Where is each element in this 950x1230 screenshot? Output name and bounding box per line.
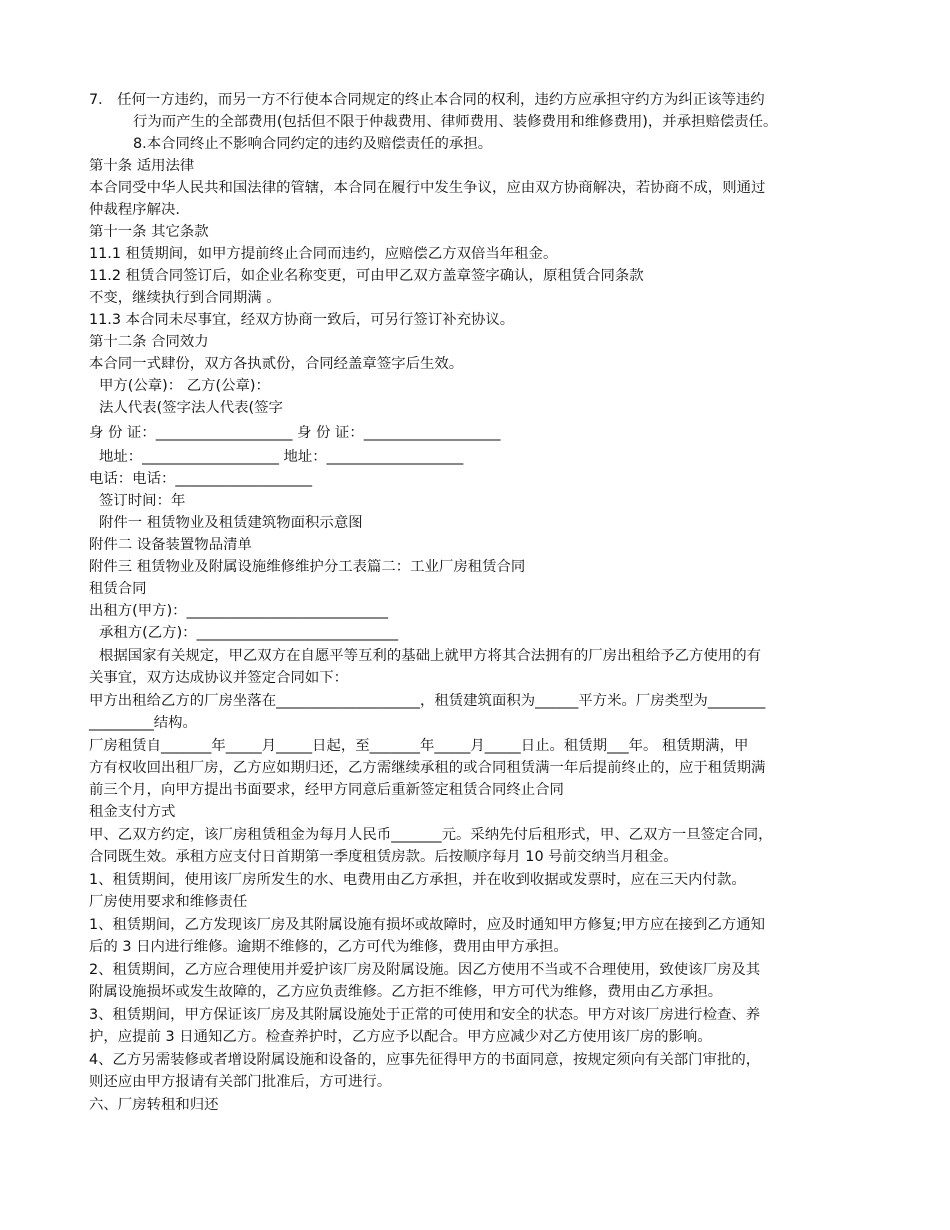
signing-date-line: 签订时间：年 — [99, 493, 186, 509]
lessor-line: 出租方(甲方)：____________________________ — [89, 603, 389, 619]
clause-11-1: 11.1 租赁期间，如甲方提前终止合同而违约，应赔偿乙方双倍当年租金。 — [89, 246, 558, 262]
utilities-line: 1、租赁期间，使用该厂房所发生的水、电费用由乙方承担，并在收到收据或发票时，应在三天内付款。 — [89, 872, 746, 888]
rent-payment-heading: 租金支付方式 — [89, 804, 176, 820]
attachment-3: 附件三 租赁物业及附属设施维修维护分工表篇二：工业厂房租赁合同 — [89, 559, 526, 575]
address-line: 地址：___________________ 地址：___________________ — [99, 449, 464, 465]
clause-7-line-2: 行为而产生的全部费用(包括但不限于仲裁费用、律师费用、装修费用和维修费用)，并承担赔偿责任。 — [133, 114, 778, 130]
lease-term-line-2: 方有权收回出租厂房，乙方应如期归还，乙方需继续承租的或合同租赁满一年后提前终止的，应于租赁期满 — [89, 760, 766, 776]
clause-11-2-line-2: 不变，继续执行到合同期满 。 — [89, 290, 281, 306]
rent-line-1: 甲、乙双方约定，该厂房租赁租金为每月人民币_______元。采纳先付后租形式，甲、乙双方一旦签定合同， — [89, 827, 773, 843]
clause-8-line: 8.本合同终止不影响合同约定的违约及赔偿责任的承担。 — [133, 136, 493, 152]
section-10-heading: 第十条 适用法律 — [89, 158, 195, 174]
maintenance-heading: 厂房使用要求和维修责任 — [89, 894, 248, 910]
attachment-2: 附件二 设备装置物品清单 — [89, 537, 252, 553]
premises-line-1: 甲方出租给乙方的厂房坐落在____________________，租赁建筑面积为______平方米。厂房类型为________ — [89, 693, 766, 709]
clause-7-line-1: 7． 任何一方违约，而另一方不行使本合同规定的终止本合同的权利，违约方应承担守约方为纠正该等违约 — [89, 92, 765, 108]
clause-11-3: 11.3 本合同未尽事宜，经双方协商一致后，可另行签订补充协议。 — [89, 312, 515, 328]
section-12-heading: 第十二条 合同效力 — [89, 334, 209, 350]
maintenance-1-line-1: 1、租赁期间，乙方发现该厂房及其附属设施有损坏或故障时，应及时通知甲方修复;甲方应在接到乙方通知 — [89, 917, 765, 933]
maintenance-2-line-1: 2、租赁期间，乙方应合理使用并爱护该厂房及附属设施。因乙方使用不当或不合理使用，致使该厂房及其 — [89, 962, 761, 978]
legal-rep-line: 法人代表(签字法人代表(签字 — [99, 400, 283, 416]
governing-law-line-1: 本合同受中华人民共和国法律的管辖，本合同在履行中发生争议，应由双方协商解决，若协商不成，则通过 — [89, 180, 766, 196]
lease-term-line-3: 前三个月，向甲方提出书面要求，经甲方同意后重新签定租赁合同终止合同 — [89, 782, 564, 798]
clause-11-2-line-1: 11.2 租赁合同签订后，如企业名称变更，可由甲乙双方盖章签字确认，原租赁合同条款 — [89, 268, 644, 284]
section-11-heading: 第十一条 其它条款 — [89, 224, 209, 240]
maintenance-1-line-2: 后的 3 日内进行维修。逾期不维修的，乙方可代为维修，费用由甲方承担。 — [89, 939, 568, 955]
maintenance-3-line-2: 护，应提前 3 日通知乙方。检查养护时，乙方应予以配合。甲方应减少对乙方使用该厂房的影响。 — [89, 1029, 712, 1045]
party-seal-line: 甲方(公章)： 乙方(公章)： — [99, 378, 270, 394]
id-card-line: 身 份 证：___________________ 身 份 证：___________________ — [89, 425, 501, 441]
preamble-line-1: 根据国家有关规定，甲乙双方在自愿平等互利的基础上就甲方将其合法拥有的厂房出租给予乙方使用的有 — [99, 648, 761, 664]
maintenance-4-line-2: 则还应由甲方报请有关部门批准后，方可进行。 — [89, 1074, 392, 1090]
lease-contract-title: 租赁合同 — [89, 581, 147, 597]
lessee-line: 承租方(乙方)：____________________________ — [99, 625, 399, 641]
contract-validity-line: 本合同一式肆份，双方各执贰份，合同经盖章签字后生效。 — [89, 356, 464, 372]
governing-law-line-2: 仲裁程序解决. — [89, 202, 180, 218]
maintenance-2-line-2: 附属设施损坏或发生故障的，乙方应负责维修。乙方拒不维修，甲方可代为维修，费用由乙方承担。 — [89, 984, 723, 1000]
rent-line-2: 合同既生效。承租方应支付日首期第一季度租赁房款。后按顺序每月 10 号前交纳当月租金。 — [89, 849, 678, 865]
maintenance-4-line-1: 4、乙方另需装修或者增设附属设施和设备的，应事先征得甲方的书面同意，按规定须向有关部门审批的， — [89, 1052, 761, 1068]
attachment-1: 附件一 租赁物业及租赁建筑物面积示意图 — [99, 515, 363, 531]
lease-term-line-1: 厂房租赁自_______年_____月_____日起，至_______年_____月_____日止。租赁期___年。 租赁期满，甲 — [89, 738, 749, 754]
section-6-heading: 六、厂房转租和归还 — [89, 1097, 219, 1113]
maintenance-3-line-1: 3、租赁期间，甲方保证该厂房及其附属设施处于正常的可使用和安全的状态。甲方对该厂房进行检查、养 — [89, 1007, 761, 1023]
premises-line-2: _________结构。 — [89, 715, 197, 731]
phone-line: 电话：电话：___________________ — [89, 471, 313, 487]
preamble-line-2: 关事宜，双方达成协议并签定合同如下： — [89, 670, 349, 686]
